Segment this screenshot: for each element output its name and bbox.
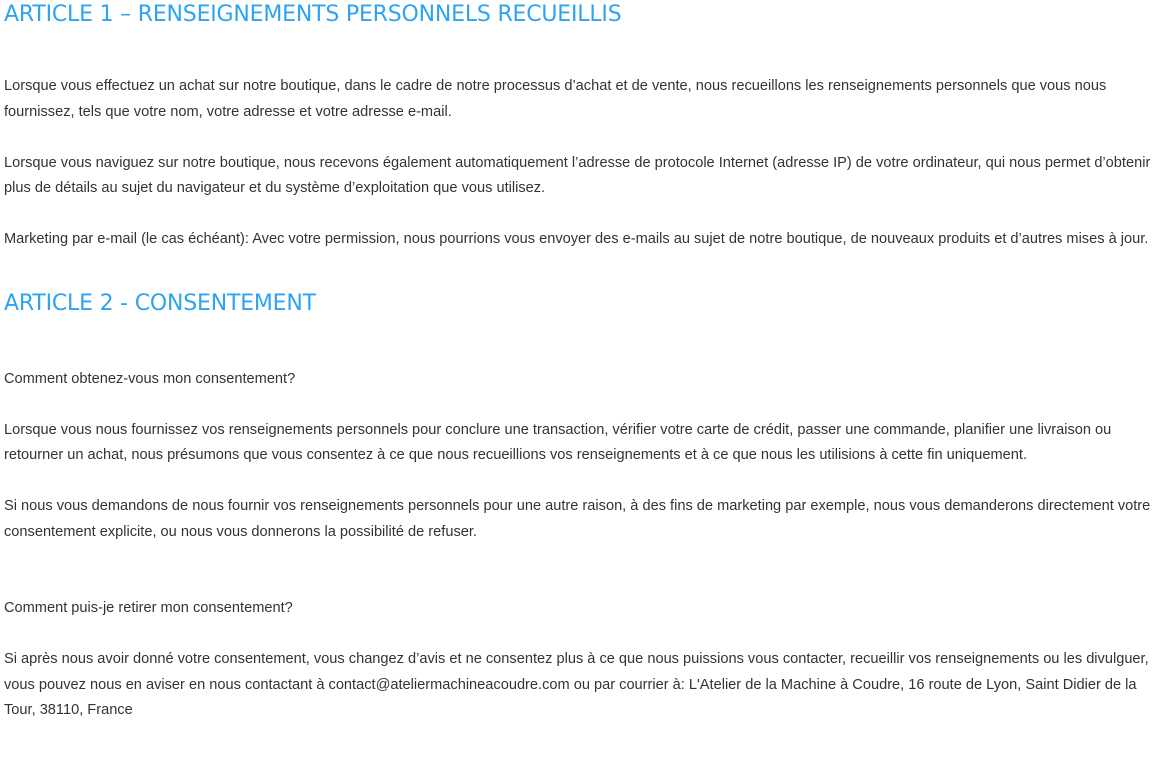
article-2-paragraph: Si après nous avoir donné votre consentement, vous changez d’avis et ne consentez plus à ce que nous puissions vous contacter, recueillir vos renseignements ou les divulguer, vous pouvez nous en aviser en nous contactant à contact@ateliermachineacoudre.com ou par courrier à: L'Atelier de la Machine à Coudre, 16 route de Lyon, Saint Didier de la Tour, 38110, France	[4, 651, 1149, 718]
article-1-title: ARTICLE 1 – RENSEIGNEMENTS PERSONNELS RECUEILLIS	[4, 2, 622, 27]
consent-question-obtain: Comment obtenez-vous mon consentement?	[4, 370, 296, 387]
article-2-paragraph: Si nous vous demandons de nous fournir vos renseignements personnels pour une autre raison, à des fins de marketing par exemple, nous vous demanderons directement votre consentement explicite, ou nous vous donnerons la possibilité de refuser.	[4, 498, 1151, 540]
article-1-paragraph: Lorsque vous effectuez un achat sur notre boutique, dans le cadre de notre processus d’achat et de vente, nous recueillons les renseignements personnels que vous nous fournissez, tels que votre nom, votre adresse et votre adresse e-mail.	[4, 78, 1107, 120]
article-2-title: ARTICLE 2 - CONSENTEMENT	[4, 290, 316, 316]
consent-question-withdraw: Comment puis-je retirer mon consentement?	[4, 600, 293, 616]
article-1-paragraph: Lorsque vous naviguez sur notre boutique, nous recevons également automatiquement l’adresse de protocole Internet (adresse IP) de votre ordinateur, qui nous permet d’obtenir plus de détails au sujet du navigateur et du système d’exploitation que vous utilisez.	[4, 154, 1151, 196]
privacy-policy-content	[4, 0, 1151, 724]
article-2-paragraph: Lorsque vous nous fournissez vos renseignements personnels pour conclure une transaction, vérifier votre carte de crédit, passer une commande, planifier une livraison ou retourner un achat, nous présumons que vous consentez à ce que nous recueillions vos renseignements et à ce que nous les utilisions à cette fin uniquement.	[4, 421, 1112, 463]
article-1-paragraph: Marketing par e-mail (le cas échéant): Avec votre permission, nous pourrions vous envoyer des e-mails au sujet de notre boutique, de nouveaux produits et d’autres mises à jour.	[4, 231, 1149, 247]
